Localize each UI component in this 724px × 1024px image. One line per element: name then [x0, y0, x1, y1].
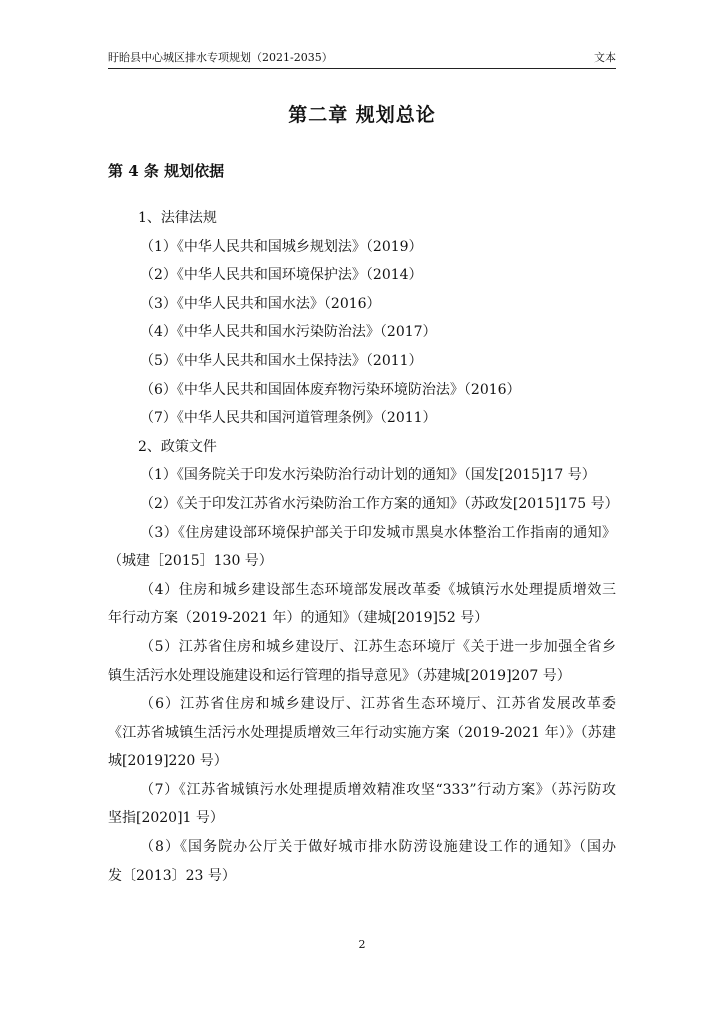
- law-item: （4）《中华人民共和国水污染防治法》（2017）: [140, 324, 437, 341]
- chapter-title: 第二章 规划总论: [288, 104, 436, 126]
- document-type-label: 文本: [594, 51, 616, 64]
- document-title: 盱眙县中心城区排水专项规划（2021-2035）: [108, 51, 333, 64]
- policy-item: （6）江苏省住房和城乡建设厅、江苏省生态环境厅、江苏省发展改革委: [140, 696, 616, 713]
- law-item: （7）《中华人民共和国河道管理条例》（2011）: [140, 410, 437, 427]
- policy-item-continuation: 发〔2013〕23 号）: [108, 867, 236, 884]
- policy-item-continuation: 坚指[2020]1 号）: [108, 810, 224, 827]
- policy-item-continuation: （城建［2015］130 号）: [108, 553, 273, 570]
- policy-item: （5）江苏省住房和城乡建设厅、江苏生态环境厅《关于进一步加强全省乡: [140, 638, 616, 655]
- section-heading-laws: 1、法律法规: [138, 210, 217, 226]
- law-item: （3）《中华人民共和国水法》（2016）: [140, 295, 381, 312]
- page-number: 2: [358, 938, 366, 951]
- policy-item: （1）《国务院关于印发水污染防治行动计划的通知》（国发[2015]17 号）: [140, 467, 596, 484]
- document-body: [108, 204, 619, 890]
- policy-item-continuation: 《江苏省城镇生活污水处理提质增效三年行动实施方案（2019-2021 年）》（苏建: [108, 724, 616, 741]
- policy-item-continuation: 镇生活污水处理设施建设和运行管理的指导意见》（苏建城[2019]207 号）: [108, 667, 571, 684]
- law-item: （6）《中华人民共和国固体废弃物污染环境防治法》（2016）: [140, 381, 521, 398]
- policy-item-continuation: 年行动方案（2019-2021 年）的通知》（建城[2019]52 号）: [108, 610, 489, 627]
- policy-item-continuation: 城[2019]220 号）: [108, 753, 228, 770]
- policy-item: （8）《国务院办公厅关于做好城市排水防涝设施建设工作的通知》（国办: [140, 839, 616, 856]
- article-title: 第 4 条 规划依据: [108, 162, 225, 180]
- law-item: （1）《中华人民共和国城乡规划法》（2019）: [140, 238, 423, 255]
- law-item: （5）《中华人民共和国水土保持法》（2011）: [140, 352, 423, 369]
- page-header: [108, 50, 616, 69]
- section-heading-policies: 2、政策文件: [138, 438, 217, 455]
- policy-item: （4）住房和城乡建设部生态环境部发展改革委《城镇污水处理提质增效三: [140, 581, 616, 598]
- policy-item: （3）《住房建设部环境保护部关于印发城市黑臭水体整治工作指南的通知》: [140, 524, 616, 541]
- law-item: （2）《中华人民共和国环境保护法》（2014）: [140, 267, 423, 284]
- policy-item: （7）《江苏省城镇污水处理提质增效精准攻坚“333”行动方案》（苏污防攻: [140, 781, 616, 798]
- policy-item: （2）《关于印发江苏省水污染防治工作方案的通知》（苏政发[2015]175 号）: [140, 495, 619, 512]
